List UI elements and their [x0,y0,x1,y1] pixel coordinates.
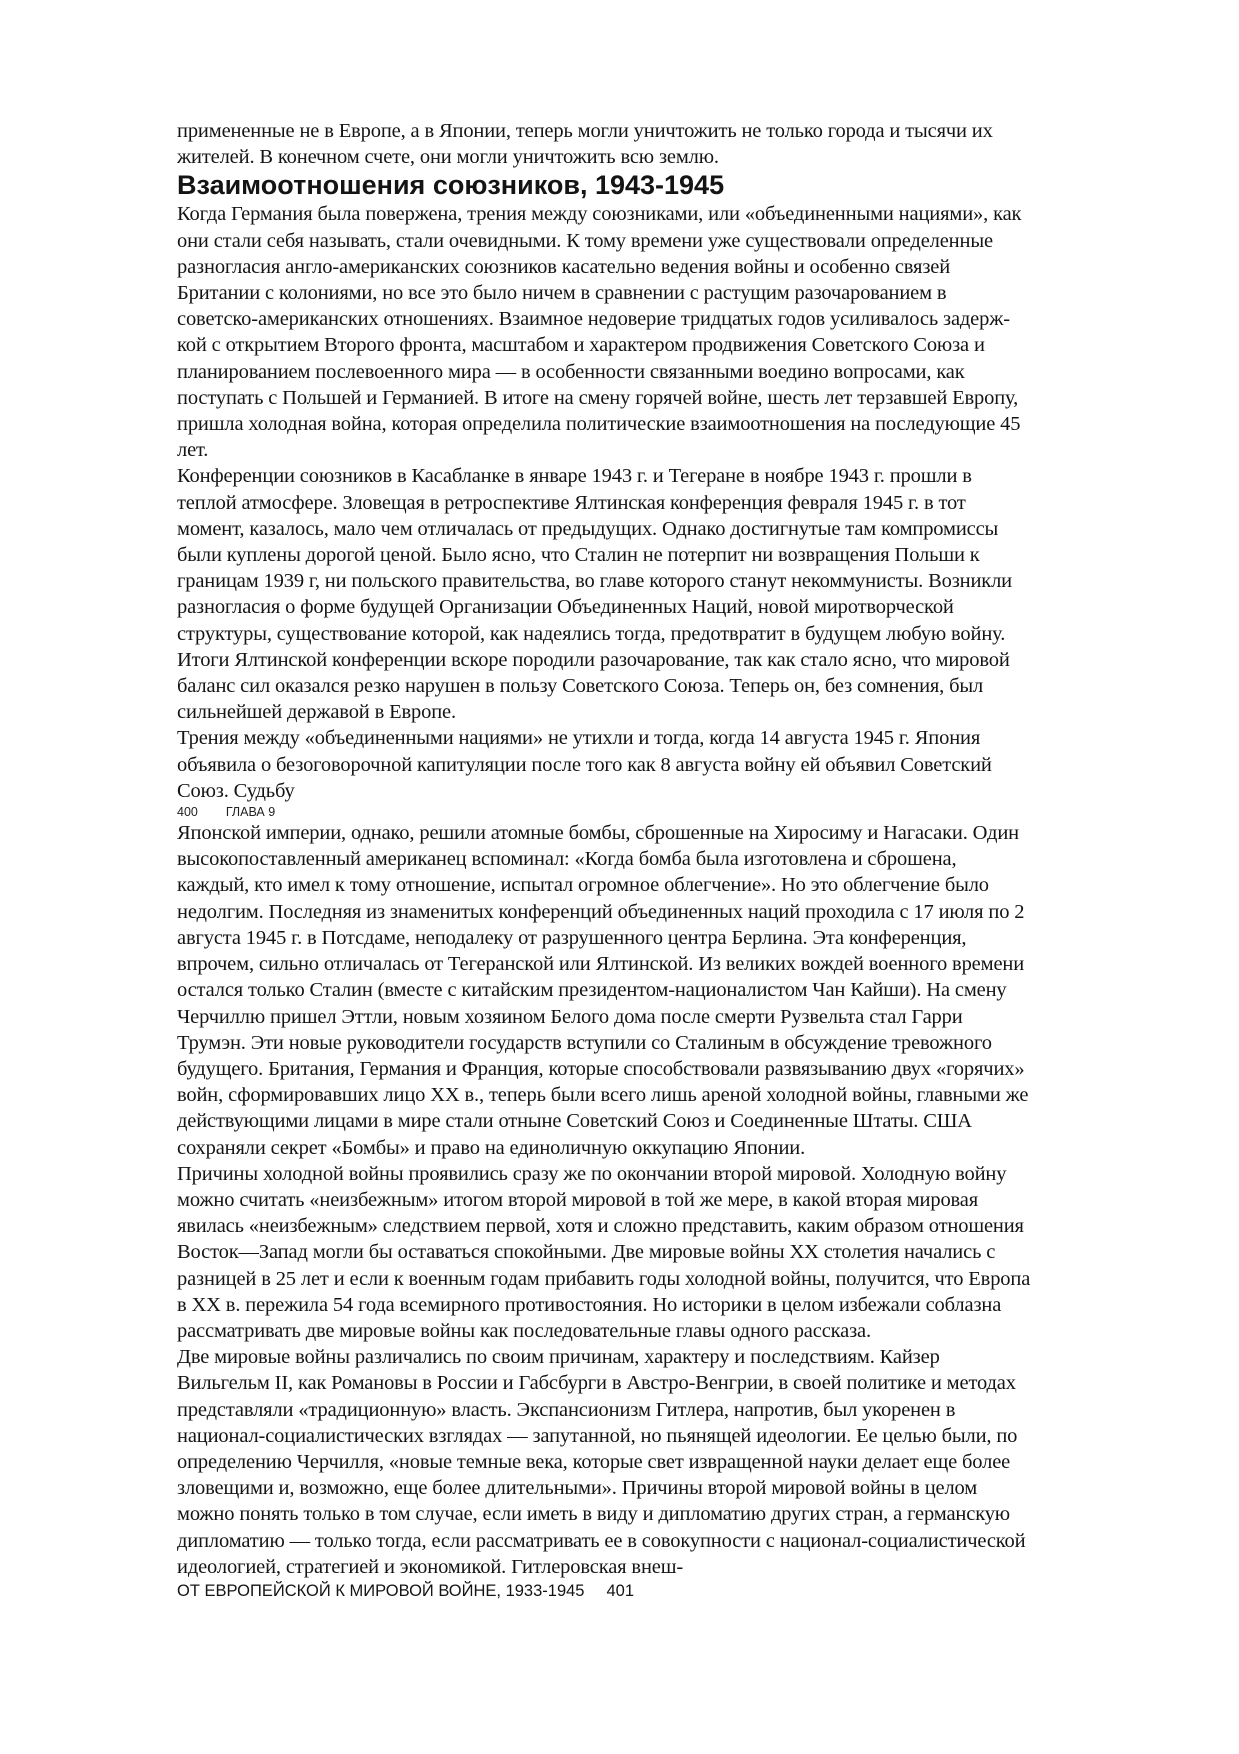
text-line: определению Черчилля, «новые темные века, которые свет извращенной науки делает еще более [177,1450,1011,1473]
text-line: Союз. Судьбу [177,779,295,802]
running-head-chapter: ГЛАВА 9 [225,805,276,820]
text-line: Трения между «объединенными нациями» не утихли и тогда, когда 14 августа 1945 г. Япония [177,727,981,750]
text-line: разногласия англо-американских союзников касательно ведения войны и особенно связей [177,255,951,278]
text-line: структуры, существование которой, как надеялись тогда, предотвратит в будущем любую войну. [177,622,1006,645]
top-paragraphs [177,201,1157,804]
text-line: рассматривать две мировые войны как последовательные главы одного рассказа. [177,1319,871,1342]
text-line: они стали себя называть, стали очевидными. К тому времени уже существовали определенные [177,229,993,252]
paragraph [177,463,1157,725]
text-line: явилась «неизбежным» следствием первой, хотя и сложно представить, каким образом отношения [177,1215,1024,1238]
text-line: Когда Германия была повержена, трения между союзниками, или «объединенными нациями», как [177,203,1022,226]
text-line: высокопоставленный американец вспоминал: «Когда бомба была изготовлена и сброшена, [177,848,957,871]
text-line: можно понять только в том случае, если иметь в виду и дипломатию других стран, а германскую [177,1503,1010,1526]
text-line: будущего. Британия, Германия и Франция, которые способствовали развязыванию двух «горячих» [177,1057,1025,1080]
text-line: теплой атмосфере. Зловещая в ретроспективе Ялтинская конференция февраля 1945 г. в тот [177,491,966,514]
paragraph [177,1344,1157,1580]
text-line: Трумэн. Эти новые руководители государств вступили со Сталиным в обсуждение тревожного [177,1031,992,1054]
text-line: разницей в 25 лет и если к военным годам прибавить годы холодной войны, получится, что Европа [177,1267,1031,1290]
running-foot-title: ОТ ЕВРОПЕЙСКОЙ К МИРОВОЙ ВОЙНЕ, 1933-1945 [177,1581,585,1600]
text-line: были куплены дорогой ценой. Было ясно, что Сталин не потерпит ни возвращения Польши к [177,544,980,567]
text-line: баланс сил оказался резко нарушен в пользу Советского Союза. Теперь он, без сомнения, был [177,675,984,698]
text-line: момент, казалось, мало чем отличалась от предыдущих. Однако достигнутые там компромиссы [177,517,999,540]
text-line: остался только Сталин (вместе с китайским президентом-националистом Чан Кайши). На смену [177,979,1007,1002]
bottom-paragraphs [177,820,1157,1580]
text-line: сильнейшей державой в Европе. [177,701,456,724]
text-line: кой с открытием Второго фронта, масштабом и характером продвижения Советского Союза и [177,334,985,357]
section-heading: Взаимоотношения союзников, 1943-1945 [177,170,725,201]
text-line: Вильгельм II, как Романовы в России и Габсбурги в Австро-Венгрии, в своей политике и методах [177,1372,1016,1395]
paragraph [177,725,1157,804]
text-line: Конференции союзников в Касабланке в январе 1943 г. и Тегеране в ноябре 1943 г. прошли в [177,465,972,488]
text-line: объявила о безоговорочной капитуляции после того как 8 августа войну ей объявил Советский [177,753,992,776]
text-line: Британии с колониями, но все это было ничем в сравнении с растущим разочарованием в [177,282,947,305]
text-line: Восток—Запад могли бы оставаться спокойными. Две мировые войны XX столетия начались с [177,1241,996,1264]
text-line: войн, сформировавших лицо XX в., теперь были всего лишь ареной холодной войны, главными же [177,1084,1029,1107]
text-line: Две мировые войны различались по своим причинам, характеру и последствиям. Кайзер [177,1346,940,1369]
text-line: Японской империи, однако, решили атомные бомбы, сброшенные на Хиросиму и Нагасаки. Один [177,822,1019,845]
text-line: планированием послевоенного мира — в особенности связанными воедино вопросами, как [177,360,965,383]
text-line: национал-социалистических взглядах — запутанной, но пьянящей идеологии. Ее целью были, по [177,1424,1018,1447]
text-line: сохраняли секрет «Бомбы» и право на единоличную оккупацию Японии. [177,1136,806,1159]
text-line: Причины холодной войны проявились сразу же по окончании второй мировой. Холодную войну [177,1162,1007,1185]
text-line: дипломатию — только тогда, если рассматривать ее в совокупности с национал-социалистической [177,1529,1026,1552]
text-line: Черчиллю пришел Эттли, новым хозяином Белого дома после смерти Рузвельта стал Гарри [177,1005,963,1028]
text-line: можно считать «неизбежным» итогом второй мировой в той же мере, в какой вторая мировая [177,1188,979,1211]
text-line: границам 1939 г, ни польского правительства, во главе которого станут некоммунисты. Возникли [177,570,1012,593]
text-line: каждый, кто имел к тому отношение, испытал огромное облегчение». Но это облегчение было [177,874,989,897]
text-line: идеологией, стратегией и экономикой. Гитлеровская внеш- [177,1555,684,1578]
text-line: советско-американских отношениях. Взаимное недоверие тридцатых годов усиливалось задерж- [177,308,1010,331]
text-line: в XX в. пережила 54 года всемирного противостояния. Но историки в целом избежали соблазна [177,1293,1002,1316]
text-line: Итоги Ялтинской конференции вскоре породили разочарование, так как стало ясно, что мировой [177,648,1010,671]
text-line: зловещими и, возможно, еще более длительными». Причины второй мировой войны в целом [177,1477,978,1500]
text-line: примененные не в Европе, а в Японии, теперь могли уничтожить не только города и тысячи их [177,120,993,142]
paragraph [177,1161,1157,1344]
text-line: жителей. В конечном счете, они могли уничтожить всю землю. [177,146,719,169]
running-foot [177,1580,1157,1602]
text-line: лет. [177,439,209,462]
text-line: недолгим. Последняя из знаменитых конференций объединенных наций проходила с 17 июля по 2 [177,900,1025,923]
text-line: поступать с Польшей и Германией. В итоге на смену горячей войне, шесть лет терзавшей Европу, [177,386,1019,409]
running-head-page-number: 400 [177,805,198,820]
intro-paragraph [177,118,1157,170]
text-line: действующими лицами в мире стали отныне Советский Союз и Соединенные Штаты. США [177,1110,972,1133]
paragraph [177,820,1157,1161]
text-line: впрочем, сильно отличалась от Тегеранской или Ялтинской. Из великих вождей военного времени [177,953,1025,976]
text-line: пришла холодная война, которая определила политические взаимоотношения на последующие 45 [177,413,1021,436]
text-line: представляли «традиционную» власть. Экспансионизм Гитлера, напротив, был укоренен в [177,1398,956,1421]
text-line: августа 1945 г. в Потсдаме, неподалеку от разрушенного центра Берлина. Эта конференция, [177,926,967,949]
document-page [177,118,1157,1602]
running-head [177,804,1157,820]
text-line: разногласия о форме будущей Организации Объединенных Наций, новой миротворческой [177,596,954,619]
running-foot-page-number: 401 [606,1581,635,1600]
paragraph [177,201,1157,463]
